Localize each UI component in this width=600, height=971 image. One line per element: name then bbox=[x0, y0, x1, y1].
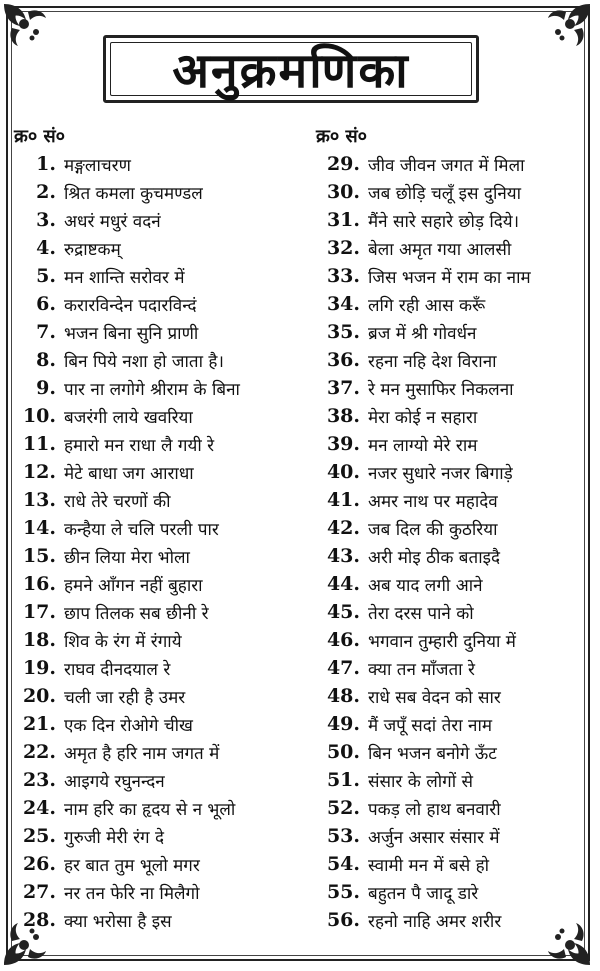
entry-title: संसार के लोगों से bbox=[368, 771, 474, 792]
entry-number: 16. bbox=[22, 573, 56, 595]
entry-title: भजन बिना सुनि प्राणी bbox=[64, 323, 199, 344]
index-entry bbox=[18, 402, 300, 430]
entry-number: 3. bbox=[36, 209, 56, 231]
entry-title: श्रित कमला कुचमण्डल bbox=[64, 183, 203, 204]
entry-number: 4. bbox=[36, 237, 56, 259]
index-entry bbox=[322, 514, 592, 542]
index-entry bbox=[18, 514, 300, 542]
entry-title: मेटे बाधा जग आराधा bbox=[64, 463, 194, 484]
entry-number: 47. bbox=[326, 657, 360, 679]
index-entry bbox=[18, 738, 300, 766]
entry-title: राधे तेरे चरणों की bbox=[64, 491, 171, 512]
index-entry bbox=[18, 822, 300, 850]
entry-number: 17. bbox=[22, 601, 56, 623]
entry-title: रुद्राष्टकम् bbox=[64, 239, 121, 260]
entry-number: 41. bbox=[326, 489, 360, 511]
entry-title: हर बात तुम भूलो मगर bbox=[64, 855, 200, 876]
entry-number: 54. bbox=[326, 853, 360, 875]
entry-number: 32. bbox=[326, 237, 360, 259]
entry-number: 53. bbox=[326, 825, 360, 847]
index-entry bbox=[18, 654, 300, 682]
entry-title: मङ्गलाचरण bbox=[64, 155, 131, 176]
entry-title: बजरंगी लाये खवरिया bbox=[64, 407, 193, 428]
entry-title: जब दिल की कुठरिया bbox=[368, 519, 498, 540]
entry-title: हमारो मन राधा लै गयी रे bbox=[64, 435, 215, 456]
entry-title: अर्जुन असार संसार में bbox=[368, 827, 500, 848]
entry-number: 11. bbox=[22, 433, 56, 455]
index-entry bbox=[322, 458, 592, 486]
entry-title: हमने आँगन नहीं बुहारा bbox=[64, 575, 203, 596]
entry-number: 15. bbox=[22, 545, 56, 567]
entry-number: 10. bbox=[22, 405, 56, 427]
entry-title: करारविन्देन पदारविन्दं bbox=[64, 295, 197, 316]
entry-number: 28. bbox=[22, 909, 56, 931]
entry-title: लगि रही आस करूँ bbox=[368, 295, 486, 316]
index-entry bbox=[322, 234, 592, 262]
entry-title: रहनो नाहि अमर शरीर bbox=[368, 911, 502, 932]
entry-title: मन लाग्यो मेरे राम bbox=[368, 435, 478, 456]
entry-number: 30. bbox=[326, 181, 360, 203]
entry-title: बेला अमृत गया आलसी bbox=[368, 239, 512, 260]
index-entry bbox=[322, 878, 592, 906]
entry-number: 42. bbox=[326, 517, 360, 539]
entry-title: अमृत है हरि नाम जगत में bbox=[64, 743, 220, 764]
entry-number: 51. bbox=[326, 769, 360, 791]
index-entry bbox=[18, 318, 300, 346]
entry-title: अमर नाथ पर महादेव bbox=[368, 491, 498, 512]
entry-title: मैंने सारे सहारे छोड़ दिये। bbox=[368, 211, 520, 232]
entry-number: 23. bbox=[22, 769, 56, 791]
index-entry bbox=[322, 654, 592, 682]
entry-title: जीव जीवन जगत में मिला bbox=[368, 155, 525, 176]
entry-title: छाप तिलक सब छीनी रे bbox=[64, 603, 209, 624]
index-entry bbox=[322, 374, 592, 402]
index-entry bbox=[18, 682, 300, 710]
entry-title: तेरा दरस पाने को bbox=[368, 603, 474, 624]
index-entry bbox=[322, 766, 592, 794]
index-entry bbox=[18, 626, 300, 654]
entry-title: आइगये रघुनन्दन bbox=[64, 771, 165, 792]
entry-title: जिस भजन में राम का नाम bbox=[368, 267, 531, 288]
index-entry bbox=[18, 850, 300, 878]
entry-number: 19. bbox=[22, 657, 56, 679]
index-entry bbox=[18, 374, 300, 402]
entry-title: बिन पिये नशा हो जाता है। bbox=[64, 351, 224, 372]
entry-number: 48. bbox=[326, 685, 360, 707]
index-column-right bbox=[322, 150, 592, 934]
index-entry bbox=[322, 794, 592, 822]
entry-title: राघव दीनदयाल रे bbox=[64, 659, 171, 680]
entry-number: 50. bbox=[326, 741, 360, 763]
entry-number: 49. bbox=[326, 713, 360, 735]
entry-number: 22. bbox=[22, 741, 56, 763]
entry-number: 25. bbox=[22, 825, 56, 847]
index-entry bbox=[322, 598, 592, 626]
index-entry bbox=[18, 430, 300, 458]
entry-number: 38. bbox=[326, 405, 360, 427]
index-entry bbox=[322, 906, 592, 934]
entry-number: 12. bbox=[22, 461, 56, 483]
index-entry bbox=[322, 402, 592, 430]
entry-number: 5. bbox=[36, 265, 56, 287]
index-entry bbox=[322, 318, 592, 346]
entry-title: रहना नहि देश विराना bbox=[368, 351, 497, 372]
entry-number: 33. bbox=[326, 265, 360, 287]
index-entry bbox=[18, 570, 300, 598]
title-box bbox=[103, 35, 479, 103]
entry-title: जब छोड़ि चलूँ इस दुनिया bbox=[368, 183, 522, 204]
index-entry bbox=[322, 206, 592, 234]
serial-number-header-right: क्र० सं० bbox=[316, 126, 367, 147]
index-entry bbox=[322, 682, 592, 710]
index-entry bbox=[18, 458, 300, 486]
entry-number: 7. bbox=[36, 321, 56, 343]
entry-number: 14. bbox=[22, 517, 56, 539]
entry-title: बिन भजन बनोगे ऊँट bbox=[368, 743, 497, 764]
entry-title: क्या भरोसा है इस bbox=[64, 911, 172, 932]
entry-title: रे मन मुसाफिर निकलना bbox=[368, 379, 514, 400]
entry-number: 55. bbox=[326, 881, 360, 903]
index-column-left bbox=[18, 150, 300, 934]
index-entry bbox=[18, 486, 300, 514]
entry-title: ब्रज में श्री गोवर्धन bbox=[368, 323, 477, 344]
index-entry bbox=[18, 766, 300, 794]
entry-title: शिव के रंग में रंगाये bbox=[64, 631, 182, 652]
entry-title: स्वामी मन में बसे हो bbox=[368, 855, 490, 876]
index-entry bbox=[322, 290, 592, 318]
index-entry bbox=[322, 430, 592, 458]
entry-title: गुरुजी मेरी रंग दे bbox=[64, 827, 165, 848]
index-entry bbox=[322, 738, 592, 766]
index-entry bbox=[322, 262, 592, 290]
entry-title: अधरं मधुरं वदनं bbox=[64, 211, 161, 232]
index-entry bbox=[322, 542, 592, 570]
index-entry bbox=[322, 570, 592, 598]
entry-number: 52. bbox=[326, 797, 360, 819]
entry-number: 21. bbox=[22, 713, 56, 735]
entry-title: एक दिन रोओगे चीख bbox=[64, 715, 193, 736]
entry-title: अरी मोइ ठीक बताइदै bbox=[368, 547, 500, 568]
index-entry bbox=[18, 710, 300, 738]
index-entry bbox=[322, 850, 592, 878]
entry-number: 37. bbox=[326, 377, 360, 399]
entry-number: 36. bbox=[326, 349, 360, 371]
index-entry bbox=[322, 178, 592, 206]
entry-number: 13. bbox=[22, 489, 56, 511]
page-title: अनुक्रमणिका bbox=[172, 42, 410, 99]
entry-number: 43. bbox=[326, 545, 360, 567]
index-entry bbox=[18, 598, 300, 626]
entry-title: मैं जपूँ सदां तेरा नाम bbox=[368, 715, 493, 736]
entry-title: कन्हैया ले चलि परली पार bbox=[64, 519, 219, 540]
entry-title: मेरा कोई न सहारा bbox=[368, 407, 478, 428]
entry-number: 44. bbox=[326, 573, 360, 595]
entry-number: 2. bbox=[36, 181, 56, 203]
index-entry bbox=[18, 290, 300, 318]
entry-title: पकड़ लो हाथ बनवारी bbox=[368, 799, 501, 820]
index-entry bbox=[18, 178, 300, 206]
index-entry bbox=[322, 150, 592, 178]
entry-number: 9. bbox=[36, 377, 56, 399]
entry-number: 29. bbox=[326, 153, 360, 175]
entry-number: 1. bbox=[36, 153, 56, 175]
entry-number: 6. bbox=[36, 293, 56, 315]
index-entry bbox=[18, 206, 300, 234]
index-entry bbox=[18, 150, 300, 178]
entry-number: 24. bbox=[22, 797, 56, 819]
entry-title: मन शान्ति सरोवर में bbox=[64, 267, 185, 288]
entry-title: छीन लिया मेरा भोला bbox=[64, 547, 190, 568]
entry-number: 39. bbox=[326, 433, 360, 455]
entry-title: चली जा रही है उमर bbox=[64, 687, 186, 708]
entry-number: 26. bbox=[22, 853, 56, 875]
entry-number: 46. bbox=[326, 629, 360, 651]
entry-title: नजर सुधारे नजर बिगाड़े bbox=[368, 463, 513, 484]
entry-title: नाम हरि का हृदय से न भूलो bbox=[64, 799, 236, 820]
entry-title: भगवान तुम्हारी दुनिया में bbox=[368, 631, 516, 652]
corner-ornament-icon bbox=[546, 2, 592, 48]
index-entry bbox=[322, 710, 592, 738]
index-entry bbox=[322, 626, 592, 654]
entry-number: 40. bbox=[326, 461, 360, 483]
entry-title: पार ना लगोगे श्रीराम के बिना bbox=[64, 379, 240, 400]
entry-number: 31. bbox=[326, 209, 360, 231]
entry-title: नर तन फेरि ना मिलैगो bbox=[64, 883, 200, 904]
entry-title: अब याद लगी आने bbox=[368, 575, 483, 596]
index-entry bbox=[18, 878, 300, 906]
index-entry bbox=[18, 262, 300, 290]
entry-number: 56. bbox=[326, 909, 360, 931]
index-entry bbox=[18, 346, 300, 374]
entry-number: 35. bbox=[326, 321, 360, 343]
index-entry bbox=[322, 822, 592, 850]
entry-number: 27. bbox=[22, 881, 56, 903]
entry-number: 18. bbox=[22, 629, 56, 651]
entry-title: क्या तन माँजता रे bbox=[368, 659, 475, 680]
entry-title: बहुतन पै जादू डारे bbox=[368, 883, 479, 904]
entry-number: 34. bbox=[326, 293, 360, 315]
entry-number: 45. bbox=[326, 601, 360, 623]
index-entry bbox=[18, 906, 300, 934]
index-entry bbox=[322, 346, 592, 374]
index-entry bbox=[18, 794, 300, 822]
entry-number: 20. bbox=[22, 685, 56, 707]
index-entry bbox=[18, 234, 300, 262]
corner-ornament-icon bbox=[2, 2, 48, 48]
index-entry bbox=[18, 542, 300, 570]
entry-title: राधे सब वेदन को सार bbox=[368, 687, 501, 708]
entry-number: 8. bbox=[36, 349, 56, 371]
serial-number-header-left: क्र० सं० bbox=[14, 126, 65, 147]
index-entry bbox=[322, 486, 592, 514]
